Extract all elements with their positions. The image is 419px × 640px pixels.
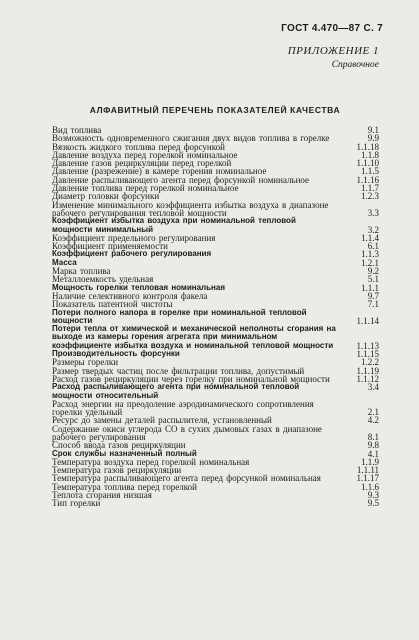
entry-page: 1.1.9 — [361, 456, 379, 467]
entry-page: 8.1 — [367, 431, 379, 442]
entry-page: 1.1.12 — [356, 373, 379, 384]
entry-text: Коэффициент избытка воздуха при номинальной тепловой мощности минимальный — [52, 216, 296, 234]
entry-text: Размеры горелки — [52, 357, 119, 368]
index-entry — [52, 250, 379, 258]
document-title: АЛФАВИТНЫЙ ПЕРЕЧЕНЬ ПОКАЗАТЕЛЕЙ КАЧЕСТВА — [89, 105, 341, 115]
entry-text: Наличие селективного контроля факела — [52, 290, 208, 301]
entry-text: Марка топлива — [52, 266, 111, 277]
entry-page: 9.7 — [367, 290, 379, 301]
index-list — [52, 126, 379, 508]
entry-page: 1.1.6 — [361, 481, 379, 492]
entry-text: Тип горелки — [52, 498, 101, 509]
entry-text: Потери тепла от химической и механической неполноты сгорания на выходе из камеры горения агрегата при минимальном коэффициенте избытка воздуха и номинальной тепловой мощности — [52, 324, 336, 350]
entry-page: 9.9 — [367, 133, 379, 144]
entry-page: 4.1 — [367, 448, 379, 459]
entry-page: 1.1.10 — [356, 158, 379, 169]
index-entry — [52, 201, 379, 218]
entry-text: Давление (разрежение) в камере горения номинальное — [52, 166, 267, 177]
entry-page: 3.3 — [367, 207, 379, 218]
entry-page: 4.2 — [367, 415, 379, 426]
entry-page: 1.2.3 — [361, 191, 379, 202]
entry-text: Возможность одновременного сжигания двух видов топлива в горелке — [52, 133, 330, 144]
entry-page: 1.2.2 — [361, 357, 379, 368]
entry-text: Диаметр головки форсунки — [52, 191, 160, 202]
entry-page: 9.8 — [367, 440, 379, 451]
entry-text: Температура газов рециркуляции — [52, 465, 182, 476]
entry-page: 2.1 — [367, 407, 379, 418]
appendix-note: Справочное — [331, 60, 379, 70]
entry-text: Мощность горелки тепловая номинальная — [52, 282, 225, 292]
entry-text: Давление газов рециркуляции перед горелкой — [52, 158, 232, 169]
entry-page: 1.1.5 — [361, 166, 379, 177]
index-entry — [52, 491, 379, 499]
entry-page: 1.1.16 — [356, 174, 379, 185]
entry-page: 1.1.8 — [361, 149, 379, 160]
entry-text: Расход газов рециркуляции через горелку при номинальной мощности — [52, 373, 330, 384]
entry-text: Давление топлива перед горелкой номинальное — [52, 183, 239, 194]
entry-page: 9.2 — [367, 266, 379, 277]
entry-text: Температура воздуха перед горелкой номинальная — [52, 456, 250, 467]
index-entry — [52, 217, 379, 234]
appendix-label: ПРИЛОЖЕНИЕ 1 — [287, 45, 379, 57]
entry-text: Масса — [52, 257, 77, 267]
entry-text: Расход распыливающего агента при номинальной тепловой мощности относительный — [52, 382, 300, 400]
entry-page: 9.3 — [367, 490, 379, 501]
entry-page: 1.1.7 — [361, 183, 379, 194]
entry-text: Теплота сгорания низшая — [52, 490, 152, 501]
entry-page: 1.1.15 — [356, 349, 379, 360]
entry-page: 6.1 — [367, 241, 379, 252]
entry-text: Коэффициент рабочего регулирования — [52, 249, 212, 259]
index-entry — [52, 309, 379, 326]
entry-page: 3.2 — [367, 224, 379, 235]
entry-text: Металлоемкость удельная — [52, 274, 154, 285]
entry-page: 1.1.1 — [361, 282, 379, 293]
entry-text: Давление воздуха перед горелкой номинальное — [52, 149, 238, 160]
entry-text: Коэффициент применяемости — [52, 241, 168, 252]
entry-page: 1.1.17 — [356, 473, 379, 484]
index-entry — [52, 383, 379, 400]
entry-text: Температура распыливающего агента перед форсункой номинальная — [52, 473, 321, 484]
entry-page: 9.5 — [367, 498, 379, 509]
entry-text: Вязкость жидкого топлива перед форсункой — [52, 141, 225, 152]
entry-page: 3.4 — [367, 382, 379, 393]
entry-text: Производительность форсунки — [52, 349, 180, 359]
entry-page: 1.1.13 — [356, 340, 379, 351]
index-entry — [52, 425, 379, 442]
entry-text: Размер твердых частиц после фильтрации топлива, допустимый — [52, 365, 305, 376]
entry-text: Изменение минимального коэффициента избытка воздуха в диапазоне рабочего регулирования тепловой мощности — [52, 199, 329, 218]
entry-text: Показатель патентной чистоты — [52, 299, 173, 310]
entry-page: 1.1.11 — [356, 465, 379, 476]
entry-page: 7.1 — [367, 299, 379, 310]
entry-text: Давление распыливающего агента перед форсункой номинальное — [52, 174, 310, 185]
entry-page: 1.1.14 — [356, 315, 379, 326]
entry-text: Вид топлива — [52, 125, 102, 135]
index-entry — [52, 325, 379, 350]
entry-page: 1.1.3 — [361, 249, 379, 260]
entry-text: Коэффициент предельного регулирования — [52, 232, 216, 243]
entry-text: Содержание окиси углерода СО в сухих дымовых газах в диапазоне рабочего регулирования — [52, 423, 322, 442]
entry-text: Потери полного напора в горелке при номинальной тепловой мощности — [52, 307, 307, 325]
entry-page: 9.1 — [367, 125, 379, 135]
entry-text: Срок службы назначенный полный — [52, 448, 197, 458]
entry-text: Расход энергии на преодоление аэродинамического сопротивления горелки удельный — [52, 398, 314, 418]
index-entry — [52, 400, 379, 417]
entry-text: Способ ввода газов рециркуляции — [52, 440, 186, 451]
entry-text: Температура топлива перед горелкой — [52, 481, 197, 492]
entry-page: 1.1.18 — [356, 141, 379, 152]
entry-page: 1.2.1 — [361, 257, 379, 268]
entry-page: 5.1 — [367, 274, 379, 285]
page-header: ГОСТ 4.470—87 С. 7 — [281, 23, 383, 34]
index-entry — [52, 499, 379, 507]
entry-page: 1.1.19 — [356, 365, 379, 376]
entry-page: 1.1.4 — [361, 232, 379, 243]
entry-text: Ресурс до замены деталей распылителя, установленный — [52, 415, 272, 426]
appendix-block — [249, 45, 379, 70]
